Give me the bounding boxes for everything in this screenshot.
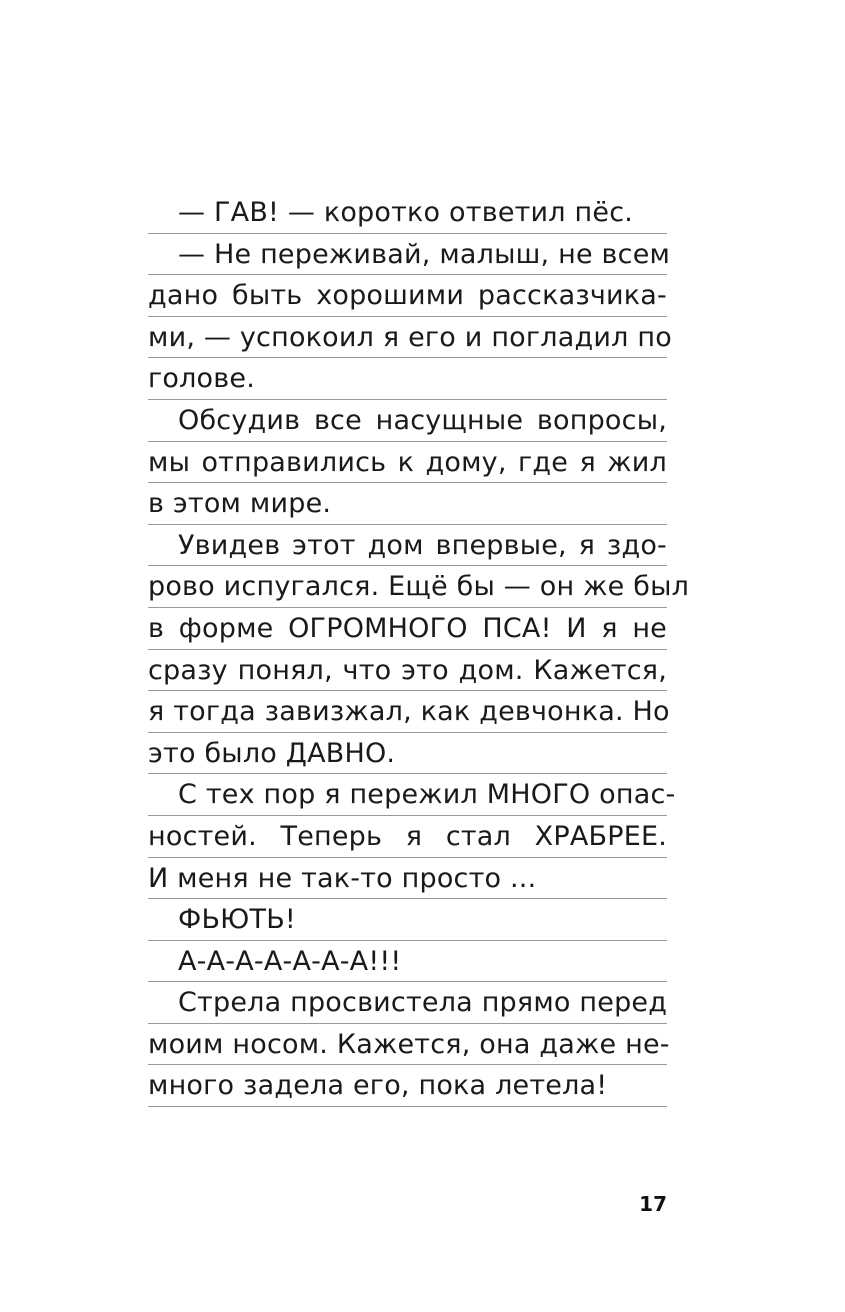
text-line: Увидев этот дом впервые, я здо- — [148, 525, 667, 567]
text-line: Стрела просвистела прямо перед — [148, 982, 667, 1024]
text-line: рово испугался. Ещё бы — он же был — [148, 566, 667, 608]
text-line: — Не переживай, малыш, не всем — [148, 234, 667, 276]
text-line: ностей. Теперь я стал ХРАБРЕЕ. — [148, 816, 667, 858]
text-line: дано быть хорошими рассказчика- — [148, 275, 667, 317]
text-line: — ГАВ! — коротко ответил пёс. — [148, 192, 667, 234]
text-line: это было ДАВНО. — [148, 733, 667, 775]
text-line: голове. — [148, 358, 667, 400]
page-number: 17 — [639, 1192, 667, 1216]
text-line: ми, — успокоил я его и погладил по — [148, 317, 667, 359]
text-line: ФЬЮТЬ! — [148, 899, 667, 941]
text-line: в форме ОГРОМНОГО ПСА! И я не — [148, 608, 667, 650]
page-body-text — [148, 192, 690, 1107]
text-line: мы отправились к дому, где я жил — [148, 442, 667, 484]
text-line: много задела его, пока летела! — [148, 1065, 667, 1107]
text-line: С тех пор я пережил МНОГО опас- — [148, 774, 667, 816]
text-line: Обсудив все насущные вопросы, — [148, 400, 667, 442]
text-line: А-А-А-А-А-А-А!!! — [148, 941, 667, 983]
text-line: моим носом. Кажется, она даже не- — [148, 1024, 667, 1066]
text-line: я тогда завизжал, как девчонка. Но — [148, 691, 667, 733]
text-line: сразу понял, что это дом. Кажется, — [148, 650, 667, 692]
text-line: И меня не так-то просто ... — [148, 858, 667, 900]
text-line: в этом мире. — [148, 483, 667, 525]
